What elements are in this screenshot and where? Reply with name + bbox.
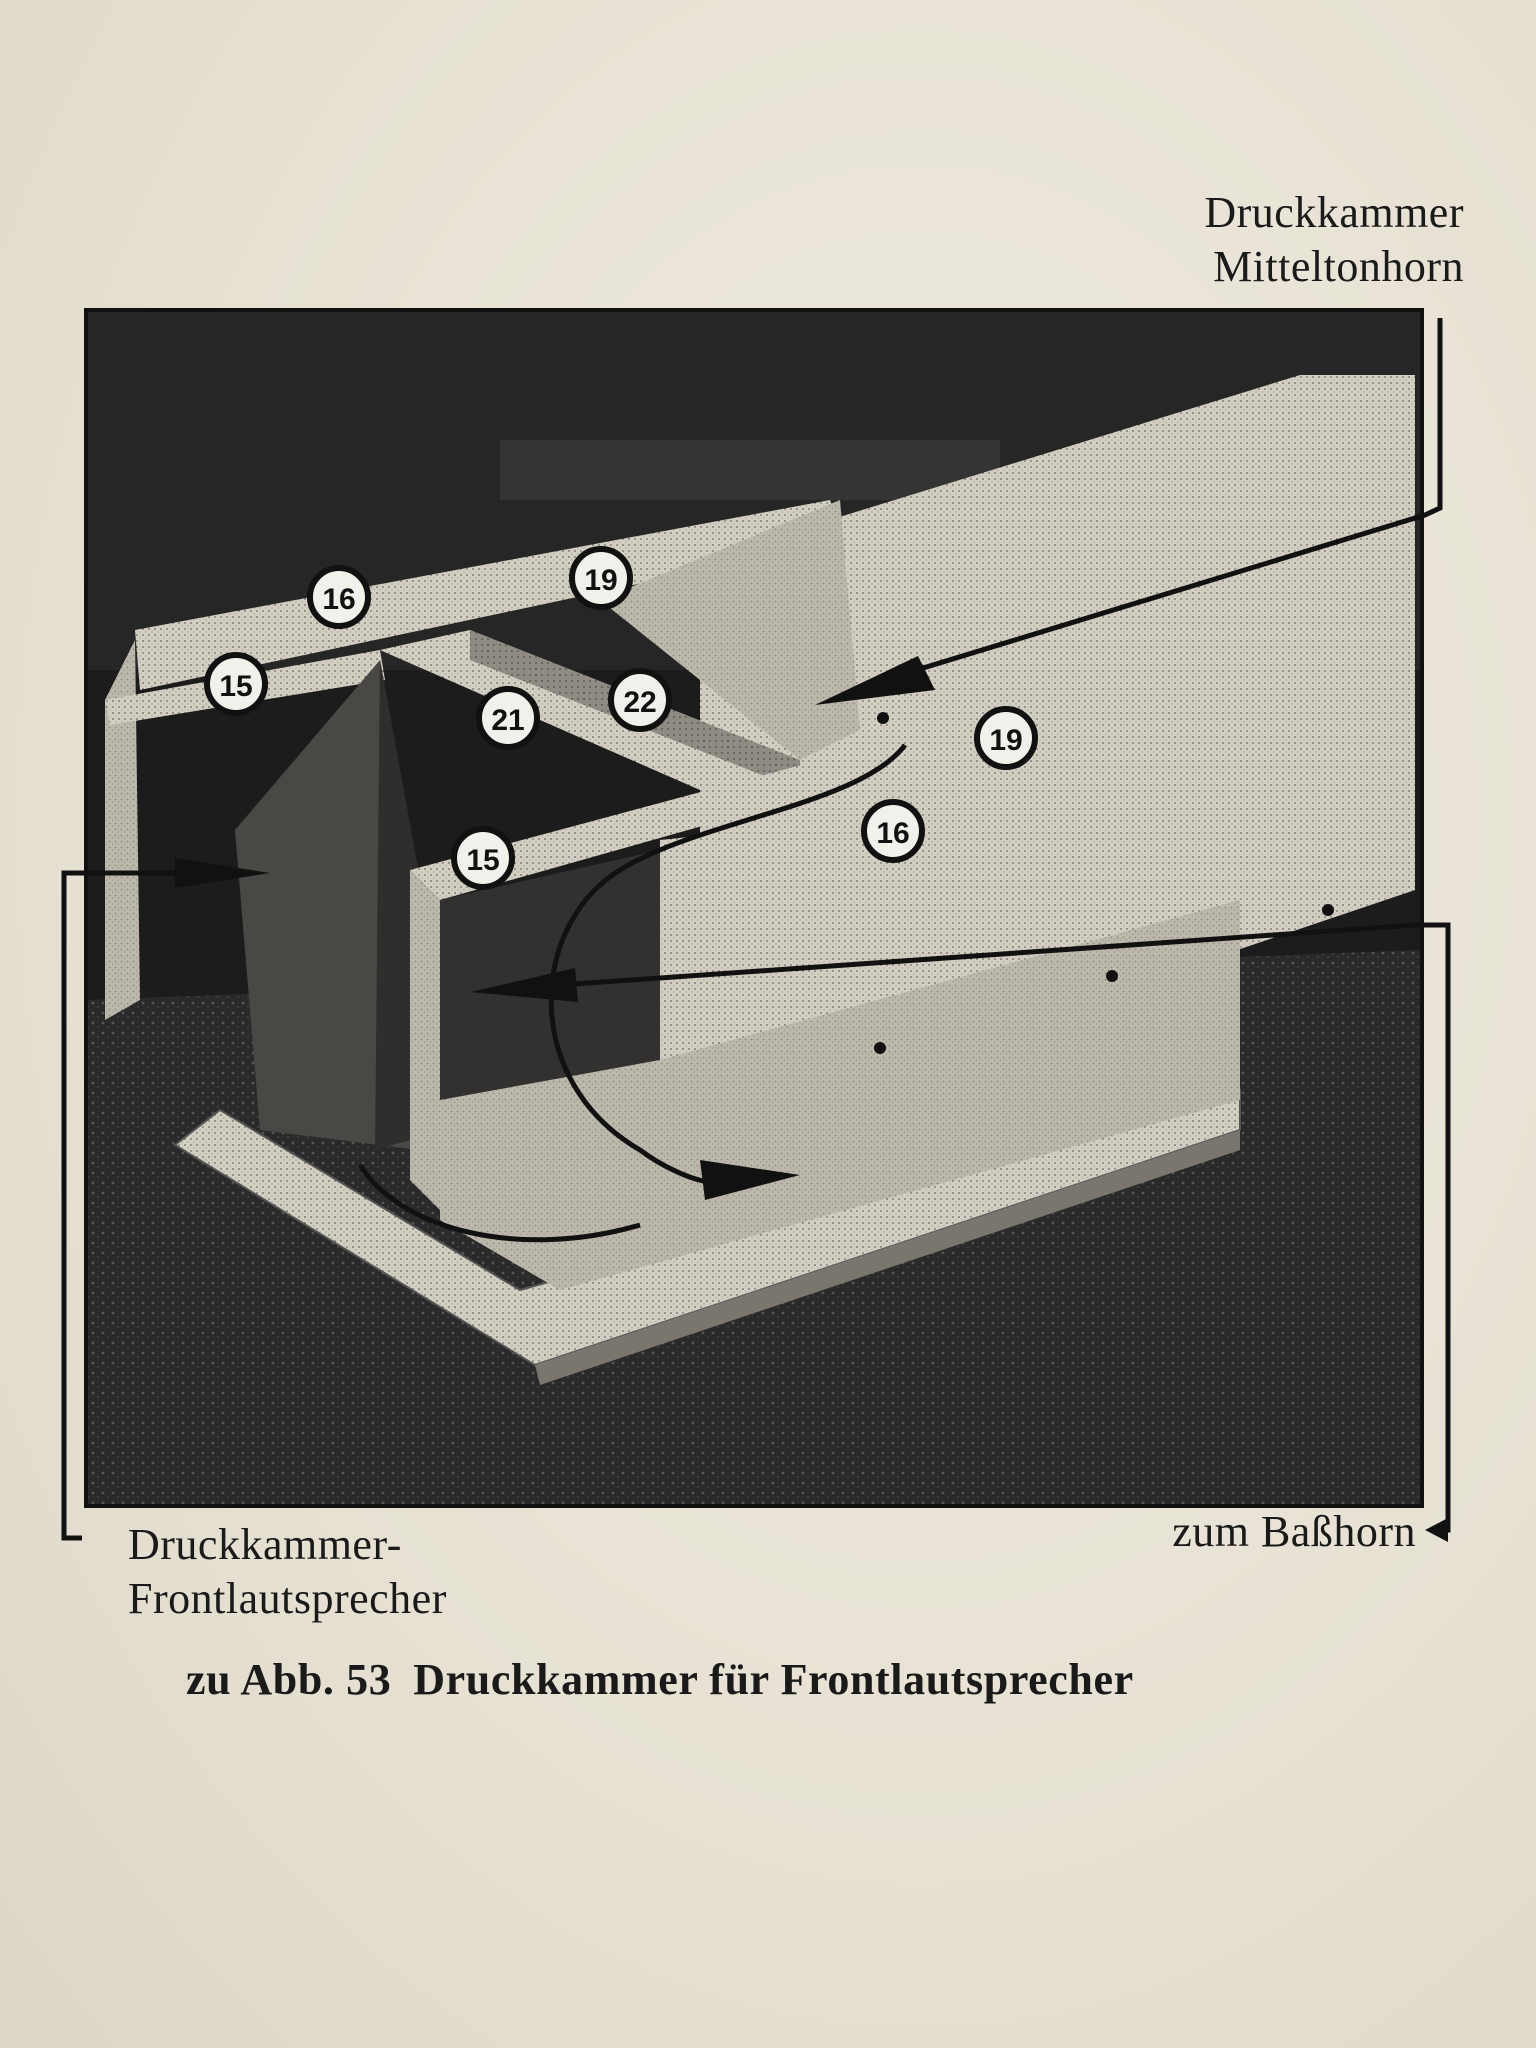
part-marker-22: [611, 671, 669, 729]
part-marker-21: [479, 689, 537, 747]
part-number-21: 21: [491, 704, 525, 737]
label-druckkammer-frontlautsprecher: [128, 1518, 588, 1626]
part-marker-19-right: [977, 709, 1035, 767]
figure-caption-text: Druckkammer für Frontlautsprecher: [413, 1655, 1134, 1704]
part-marker-16-right: [864, 802, 922, 860]
label-zum-basshorn: zum Baßhorn: [1172, 1507, 1416, 1556]
part-marker-15-left: [207, 655, 265, 713]
label-druckkammer-mitteltonhorn: [1004, 186, 1464, 294]
part-marker-16-top: [310, 568, 368, 626]
part-number-15-front: 15: [466, 844, 500, 877]
label-frontlautsprecher-line: Frontlautsprecher: [128, 1574, 447, 1623]
figure-number: zu Abb. 53: [186, 1655, 392, 1704]
part-number-15-left: 15: [219, 670, 253, 703]
part-number-19-right: 19: [989, 724, 1023, 757]
label-druckkammer-dash-line: Druckkammer-: [128, 1520, 402, 1569]
figure-caption: [186, 1654, 1134, 1705]
part-marker-15-front: [454, 829, 512, 887]
part-number-16-top: 16: [322, 583, 356, 616]
part-marker-19-top: [572, 549, 630, 607]
label-mitteltonhorn-line: Mitteltonhorn: [1213, 242, 1464, 291]
part-number-16-right: 16: [876, 817, 910, 850]
part-number-19-top: 19: [584, 564, 618, 597]
part-number-22: 22: [623, 686, 657, 719]
label-druckkammer-line: Druckkammer: [1204, 188, 1464, 237]
